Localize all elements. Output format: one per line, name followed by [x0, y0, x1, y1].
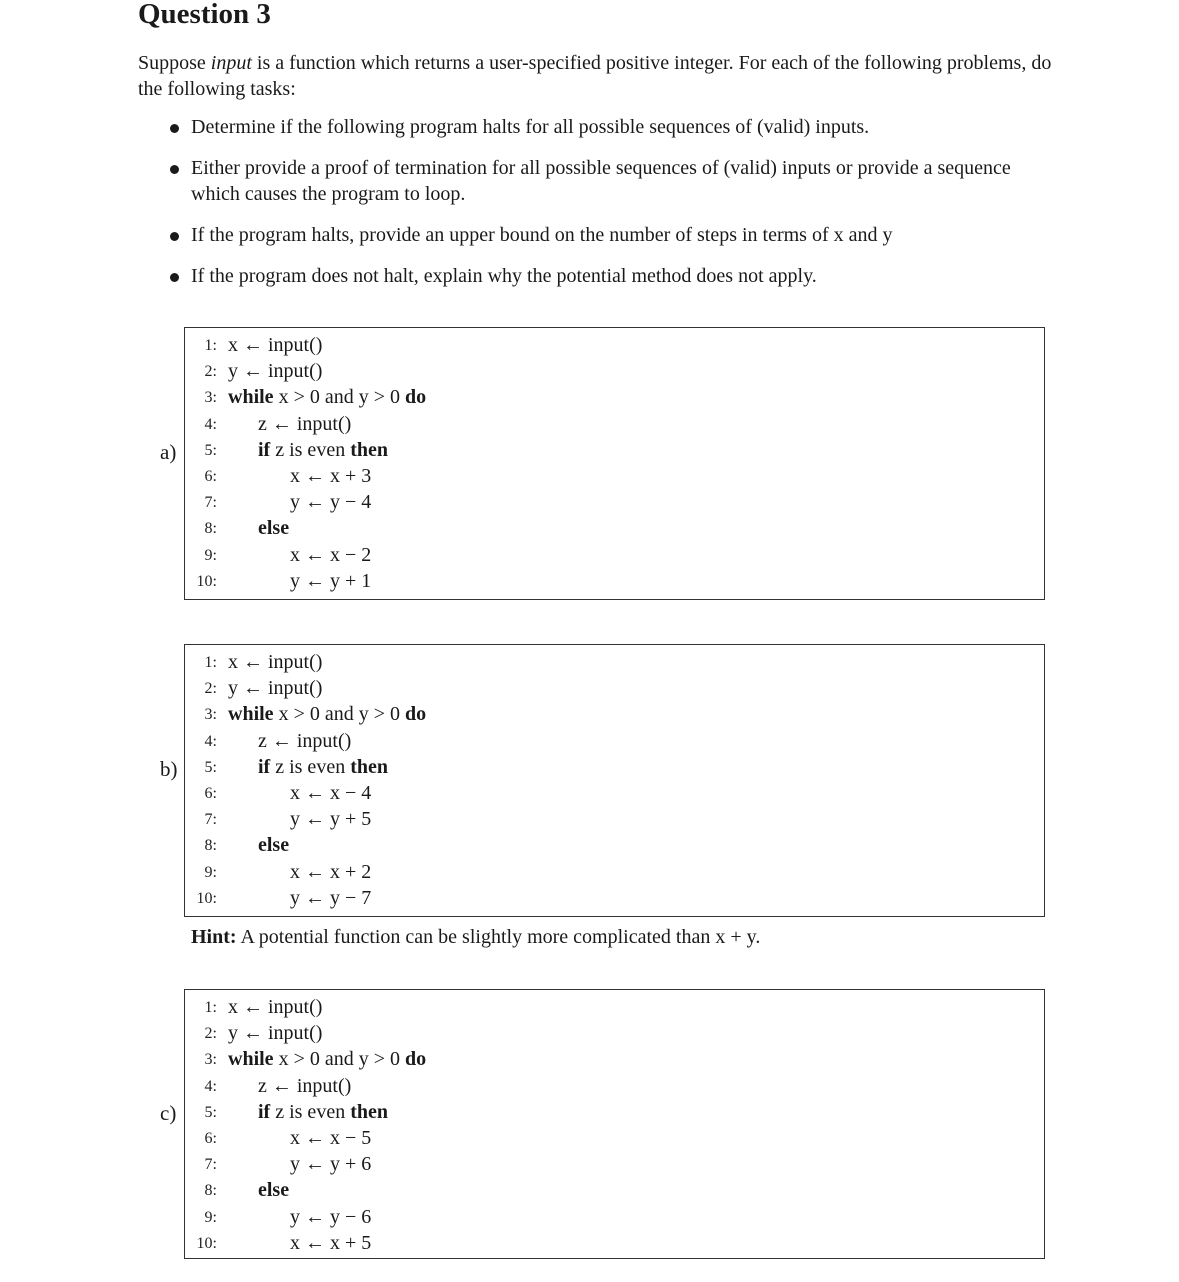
- keyword: then: [350, 755, 388, 778]
- line-number: 1:: [204, 337, 217, 354]
- code-line: [185, 1020, 1044, 1046]
- statement: x ← x + 3: [290, 464, 372, 487]
- line-number: 1:: [204, 654, 217, 671]
- line-number: 7:: [204, 1156, 217, 1174]
- bullet-dot-icon: [170, 165, 179, 174]
- part-label-a: a): [160, 440, 177, 464]
- code-text: [290, 568, 371, 594]
- keyword: while: [228, 1048, 274, 1071]
- keyword: if: [258, 755, 271, 778]
- statement: z is even: [270, 755, 351, 778]
- code-line: [185, 675, 1044, 701]
- line-number: 4:: [204, 1077, 217, 1095]
- code-line: [185, 1125, 1044, 1151]
- bullet-dot-icon: [170, 273, 179, 282]
- bullet-dot-icon: [170, 232, 179, 241]
- code-text: [258, 411, 351, 437]
- code-line: [185, 701, 1044, 727]
- keyword: do: [405, 703, 427, 726]
- task-text: If the program does not halt, explain why the potential method does not apply.: [191, 265, 817, 287]
- code-text: [228, 358, 322, 384]
- line-number: 5:: [204, 758, 217, 776]
- line-number: 8:: [204, 1182, 217, 1200]
- code-text: [290, 885, 371, 911]
- algorithm-box-b: [184, 644, 1045, 917]
- line-number: 2:: [204, 1025, 217, 1043]
- keyword: then: [350, 1100, 388, 1123]
- code-text: [258, 515, 289, 541]
- task-item: [168, 114, 1058, 140]
- code-text: [290, 489, 371, 515]
- keyword: else: [258, 1179, 290, 1202]
- line-number: 9:: [204, 863, 217, 881]
- line-number: 5:: [204, 441, 217, 459]
- statement: x ← x − 5: [290, 1126, 372, 1149]
- code-line: [185, 515, 1044, 541]
- intro-text-1: Suppose: [138, 52, 211, 74]
- code-text: [228, 384, 426, 410]
- question-intro: [138, 50, 1058, 102]
- code-line: [185, 463, 1044, 489]
- line-number: 6:: [204, 1129, 217, 1147]
- code-text: [290, 1230, 371, 1256]
- statement: z ← input(): [258, 1074, 352, 1097]
- code-line: [185, 1151, 1044, 1177]
- task-text: If the program halts, provide an upper bound on the number of steps in terms of x and y: [191, 224, 893, 246]
- keyword: else: [258, 517, 290, 540]
- statement: x ← input(): [228, 334, 323, 356]
- question-title: Question 3: [138, 0, 271, 30]
- code-text: [258, 754, 388, 780]
- line-number: 6:: [204, 467, 217, 485]
- statement: y ← y − 7: [290, 886, 372, 909]
- statement: z ← input(): [258, 412, 352, 435]
- code-line: [185, 994, 1044, 1020]
- code-line: [185, 806, 1044, 832]
- statement: x ← x + 2: [290, 860, 372, 883]
- code-text: [258, 832, 289, 858]
- line-number: 4:: [204, 415, 217, 433]
- code-text: [258, 1177, 289, 1203]
- line-number: 10:: [196, 1234, 217, 1252]
- code-line: [185, 1073, 1044, 1099]
- code-text: [290, 780, 371, 806]
- line-number: 9:: [204, 546, 217, 564]
- code-line: [185, 885, 1044, 911]
- code-text: [228, 701, 426, 727]
- code-text: [258, 437, 388, 463]
- statement: x ← input(): [228, 651, 323, 673]
- keyword: then: [350, 438, 388, 461]
- part-label-b: b): [160, 757, 178, 781]
- code-line: [185, 489, 1044, 515]
- code-text: [290, 806, 371, 832]
- code-line: [185, 780, 1044, 806]
- code-text: [228, 675, 322, 701]
- statement: y ← y + 1: [290, 569, 372, 592]
- statement: x ← x − 2: [290, 543, 372, 566]
- line-number: 9:: [204, 1208, 217, 1226]
- code-line: [185, 754, 1044, 780]
- task-item: [168, 263, 1058, 289]
- hint-label: Hint:: [191, 926, 237, 948]
- algorithm-box-a: [184, 327, 1045, 600]
- keyword: if: [258, 1100, 271, 1123]
- code-line: [185, 437, 1044, 463]
- statement: y ← input(): [228, 360, 323, 383]
- keyword: do: [405, 386, 427, 409]
- task-item: [168, 222, 1058, 248]
- statement: z is even: [270, 1100, 351, 1123]
- hint-text: [191, 926, 760, 949]
- code-text: [290, 542, 371, 568]
- code-line: [185, 1230, 1044, 1256]
- line-number: 2:: [204, 680, 217, 698]
- task-text: Determine if the following program halts for all possible sequences of (valid) inputs.: [191, 116, 870, 138]
- statement: y ← y + 6: [290, 1153, 372, 1176]
- line-number: 10:: [196, 572, 217, 590]
- statement: x > 0 and y > 0: [273, 1048, 405, 1071]
- code-line: [185, 1046, 1044, 1072]
- line-number: 3:: [204, 706, 217, 724]
- line-number: 8:: [204, 520, 217, 538]
- task-list: [168, 114, 1058, 304]
- code-text: [290, 1151, 371, 1177]
- code-line: [185, 832, 1044, 858]
- code-line: [185, 1099, 1044, 1125]
- statement: y ← input(): [228, 1022, 323, 1045]
- line-number: 1:: [204, 999, 217, 1016]
- algorithm-box-c: [184, 989, 1045, 1259]
- code-line: [185, 859, 1044, 885]
- line-number: 7:: [204, 494, 217, 512]
- statement: z is even: [270, 438, 351, 461]
- keyword: if: [258, 438, 271, 461]
- statement: y ← y − 6: [290, 1205, 372, 1228]
- code-text: [290, 463, 371, 489]
- code-text: [258, 1099, 388, 1125]
- task-text: Either provide a proof of termination for all possible sequences of (valid) inputs or provide a sequence which causes the program to loop.: [191, 157, 1011, 205]
- line-number: 10:: [196, 889, 217, 907]
- code-line: [185, 411, 1044, 437]
- bullet-dot-icon: [170, 124, 179, 133]
- line-number: 4:: [204, 732, 217, 750]
- line-number: 6:: [204, 784, 217, 802]
- statement: z ← input(): [258, 729, 352, 752]
- code-text: [290, 1204, 371, 1230]
- code-line: [185, 568, 1044, 594]
- statement: x ← x − 4: [290, 781, 372, 804]
- code-text: [228, 332, 322, 358]
- keyword: else: [258, 834, 290, 857]
- keyword: while: [228, 386, 274, 409]
- code-line: [185, 649, 1044, 675]
- intro-text-input: input: [210, 52, 252, 74]
- code-text: [228, 649, 322, 675]
- code-text: [258, 1073, 351, 1099]
- statement: x > 0 and y > 0: [273, 703, 405, 726]
- code-text: [290, 1125, 371, 1151]
- code-line: [185, 358, 1044, 384]
- line-number: 2:: [204, 363, 217, 381]
- code-text: [228, 994, 322, 1020]
- statement: x > 0 and y > 0: [273, 386, 405, 409]
- code-line: [185, 542, 1044, 568]
- code-text: [228, 1020, 322, 1046]
- code-text: [258, 728, 351, 754]
- part-label-c: c): [160, 1101, 177, 1125]
- statement: y ← input(): [228, 677, 323, 700]
- keyword: do: [405, 1048, 427, 1071]
- statement: x ← x + 5: [290, 1231, 372, 1254]
- code-text: [290, 859, 371, 885]
- code-line: [185, 1177, 1044, 1203]
- keyword: while: [228, 703, 274, 726]
- task-item: [168, 155, 1058, 207]
- line-number: 7:: [204, 811, 217, 829]
- line-number: 8:: [204, 837, 217, 855]
- code-line: [185, 1204, 1044, 1230]
- statement: y ← y − 4: [290, 491, 372, 514]
- line-number: 3:: [204, 1051, 217, 1069]
- intro-text-2: is a function which returns a user-specified positive integer. For each of the following problems, do the following tasks:: [138, 52, 1052, 100]
- code-line: [185, 384, 1044, 410]
- code-line: [185, 332, 1044, 358]
- hint-body: A potential function can be slightly more complicated than x + y.: [236, 926, 761, 948]
- code-line: [185, 728, 1044, 754]
- statement: y ← y + 5: [290, 808, 372, 831]
- statement: x ← input(): [228, 996, 323, 1018]
- code-text: [228, 1046, 426, 1072]
- line-number: 5:: [204, 1103, 217, 1121]
- line-number: 3:: [204, 389, 217, 407]
